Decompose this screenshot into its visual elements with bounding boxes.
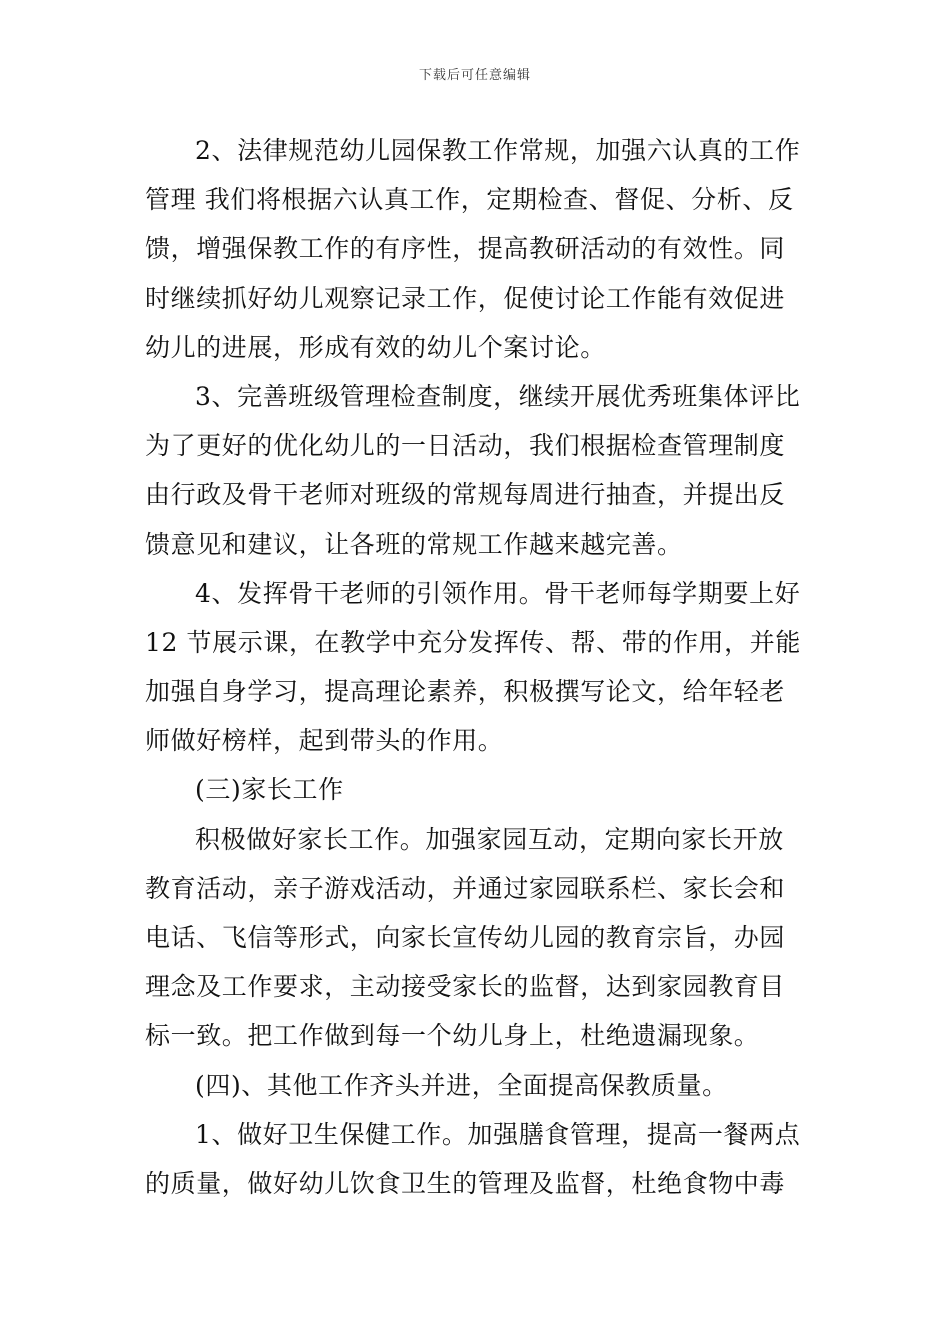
text-line: 幼儿的进展，形成有效的幼儿个案讨论。 (145, 332, 606, 362)
text-line: 馈意见和建议，让各班的常规工作越来越完善。 (145, 529, 683, 559)
text-line: 教育活动，亲子游戏活动，并通过家园联系栏、家长会和 (145, 873, 786, 903)
text-line: 1、做好卫生保健工作。加强膳食管理，提高一餐两点 (195, 1119, 801, 1149)
text-line: 的质量，做好幼儿饮食卫生的管理及监督，杜绝食物中毒 (145, 1168, 786, 1198)
text-line: 加强自身学习，提高理论素养，积极撰写论文，给年轻老 (145, 677, 786, 707)
section-heading: (三)家长工作 (195, 775, 344, 805)
text-line: 4、发挥骨干老师的引领作用。骨干老师每学期要上好 (195, 578, 801, 608)
text-line: 2、法律规范幼儿园保教工作常规，加强六认真的工作 (195, 136, 801, 165)
text-line: 为了更好的优化幼儿的一日活动，我们根据检查管理制度 (145, 431, 786, 461)
text-line: 积极做好家长工作。加强家园互动，定期向家长开放 (195, 824, 784, 854)
text-line: 电话、飞信等形式，向家长宣传幼儿园的教育宗旨，办园 (145, 923, 786, 952)
text-line: 理念及工作要求，主动接受家长的监督，达到家园教育目 (145, 972, 786, 1002)
text-line: 管理 我们将根据六认真工作，定期检查、督促、分析、反 (145, 185, 794, 215)
text-line: 时继续抓好幼儿观察记录工作，促使讨论工作能有效促进 (145, 283, 786, 313)
text-line: 标一致。把工作做到每一个幼儿身上，杜绝遗漏现象。 (145, 1021, 760, 1051)
text-line: 3、完善班级管理检查制度，继续开展优秀班集体评比 (195, 381, 801, 411)
text-line: 馈，增强保教工作的有序性，提高教研活动的有效性。同 (145, 234, 786, 264)
text-line: 12 节展示课，在教学中充分发挥传、帮、带的作用，并能 (145, 627, 801, 657)
text-line: 师做好榜样，起到带头的作用。 (145, 726, 504, 756)
page-header: 下载后可任意编辑 (418, 68, 531, 83)
section-heading: (四)、其他工作齐头并进，全面提高保教质量。 (195, 1070, 728, 1100)
text-line: 由行政及骨干老师对班级的常规每周进行抽查，并提出反 (145, 480, 786, 510)
document-body (145, 126, 813, 1208)
